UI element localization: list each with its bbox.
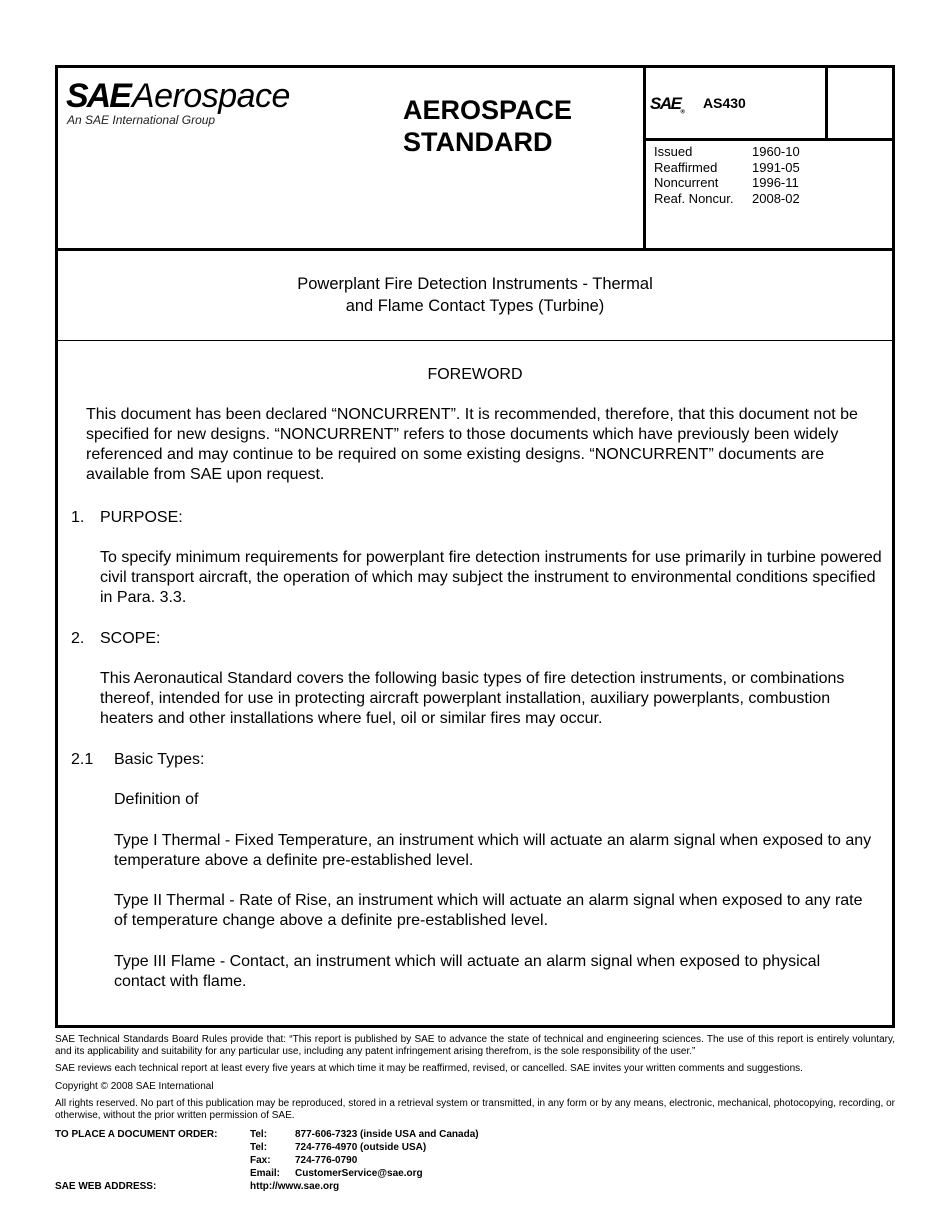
- basic-types-heading: Basic Types:: [114, 751, 205, 768]
- document-number: AS430: [703, 95, 746, 111]
- email-link[interactable]: CustomerService@sae.org: [295, 1168, 423, 1179]
- date-value: 1996-11: [752, 175, 799, 190]
- foreword-heading: FOREWORD: [427, 366, 523, 383]
- document-frame: [55, 65, 895, 1028]
- date-label: Issued: [654, 144, 693, 159]
- purpose-text: To specify minimum requirements for powerplant fire detection instruments for use primarily in turbine powered civil transport aircraft, the operation of which may subject the instrument to environmental conditions specified in Para. 3.3.: [100, 549, 882, 606]
- type3-text: Type III Flame - Contact, an instrument which will actuate an alarm signal when exposed to physical contact with flame.: [114, 953, 821, 990]
- title-line1: Powerplant Fire Detection Instruments - Thermal: [297, 275, 653, 293]
- contact-label: Tel:: [250, 1129, 268, 1140]
- document-title: [58, 273, 892, 317]
- scope-text: This Aeronautical Standard covers the following basic types of fire detection instruments, or combinations thereof, intended for use in protecting aircraft powerplant installation, auxiliary powerplants, combustion heaters and other installations where fuel, oil or similar fires may occur.: [100, 670, 845, 727]
- header-divider: [58, 248, 892, 251]
- type1-text: Type I Thermal - Fixed Temperature, an instrument which will actuate an alarm signal when exposed to any temperature above a definite pre-established level.: [114, 832, 872, 869]
- order-label: TO PLACE A DOCUMENT ORDER:: [55, 1129, 218, 1140]
- footer-rules: SAE Technical Standards Board Rules provide that: “This report is published by SAE to advance the state of technical and engineering sciences. The use of this report is entirely voluntary, and its applicability and suitability for any particular use, including any patent infringement arising therefrom, is the sole responsibility of the user.”: [55, 1034, 895, 1057]
- contact-label: Fax:: [250, 1155, 271, 1166]
- contact-value: 724-776-0790: [295, 1155, 358, 1166]
- header-vertical-divider: [643, 68, 646, 251]
- contact-value: 724-776-4970 (outside USA): [295, 1142, 427, 1153]
- date-row: [654, 191, 800, 207]
- standard-type-line2: STANDARD: [403, 127, 553, 157]
- standard-type-line1: AEROSPACE: [403, 95, 573, 125]
- title-line2: and Flame Contact Types (Turbine): [345, 297, 605, 315]
- type2-text: Type II Thermal - Rate of Rise, an instrument which will actuate an alarm signal when exposed to any rate of temperature change above a definite pre-established level.: [114, 892, 863, 929]
- footer-rights: All rights reserved. No part of this publication may be reproduced, stored in a retrieval system or transmitted, in any form or by any means, electronic, mechanical, photocopying, recording, or otherwise, without the prior written permission of SAE.: [55, 1098, 895, 1121]
- footer-copyright: Copyright © 2008 SAE International: [55, 1080, 214, 1092]
- contact-value: 877-606-7323 (inside USA and Canada): [295, 1129, 479, 1140]
- date-label: Reaf. Noncur.: [654, 190, 734, 206]
- foreword-text: This document has been declared “NONCURRENT”. It is recommended, therefore, that this document not be specified for new designs. “NONCURRENT” refers to those documents which have previously been widely referenced and may continue to be required on some existing designs. “NONCURRENT” documents are available from SAE upon request.: [86, 406, 858, 483]
- logo-word: Aerospace: [131, 77, 290, 115]
- title-divider: [58, 340, 892, 341]
- contact-label: Tel:: [250, 1142, 268, 1153]
- definition-label: Definition of: [114, 791, 199, 808]
- section-number: 1.: [71, 509, 85, 526]
- logo-tagline: An SAE International Group: [67, 113, 216, 127]
- date-value: 1991-05: [752, 159, 800, 175]
- section-number: 2.1: [71, 751, 94, 768]
- date-row: [654, 175, 800, 191]
- footer-review: SAE reviews each technical report at least every five years at which time it may be reaffirmed, revised, or cancelled. SAE invites your written comments and suggestions.: [55, 1063, 803, 1074]
- date-value: 1960-10: [752, 144, 800, 159]
- sae-aerospace-logo: [66, 77, 290, 127]
- web-address-link[interactable]: http://www.sae.org: [250, 1181, 340, 1192]
- date-label: Noncurrent: [654, 175, 719, 190]
- date-history: [654, 144, 800, 206]
- scope-heading: SCOPE:: [100, 630, 161, 647]
- sae-small-logo: $SAE_®$: [650, 94, 685, 116]
- standard-type: [403, 94, 623, 158]
- date-value: 2008-02: [752, 190, 800, 206]
- date-row: [654, 144, 800, 160]
- web-address-label: SAE WEB ADDRESS:: [55, 1181, 157, 1192]
- contact-label: Email:: [250, 1168, 281, 1179]
- small-logo-text: SAE: [650, 94, 681, 113]
- section-number: 2.: [71, 630, 85, 647]
- date-row: [654, 160, 800, 176]
- date-label: Reaffirmed: [654, 159, 718, 175]
- logo-brand: SAE: [66, 77, 130, 115]
- purpose-heading: PURPOSE:: [100, 509, 183, 526]
- doc-cell-divider: [643, 138, 892, 141]
- footer-notices: [55, 1034, 895, 1127]
- doc-cell-vertical-divider: [825, 68, 828, 141]
